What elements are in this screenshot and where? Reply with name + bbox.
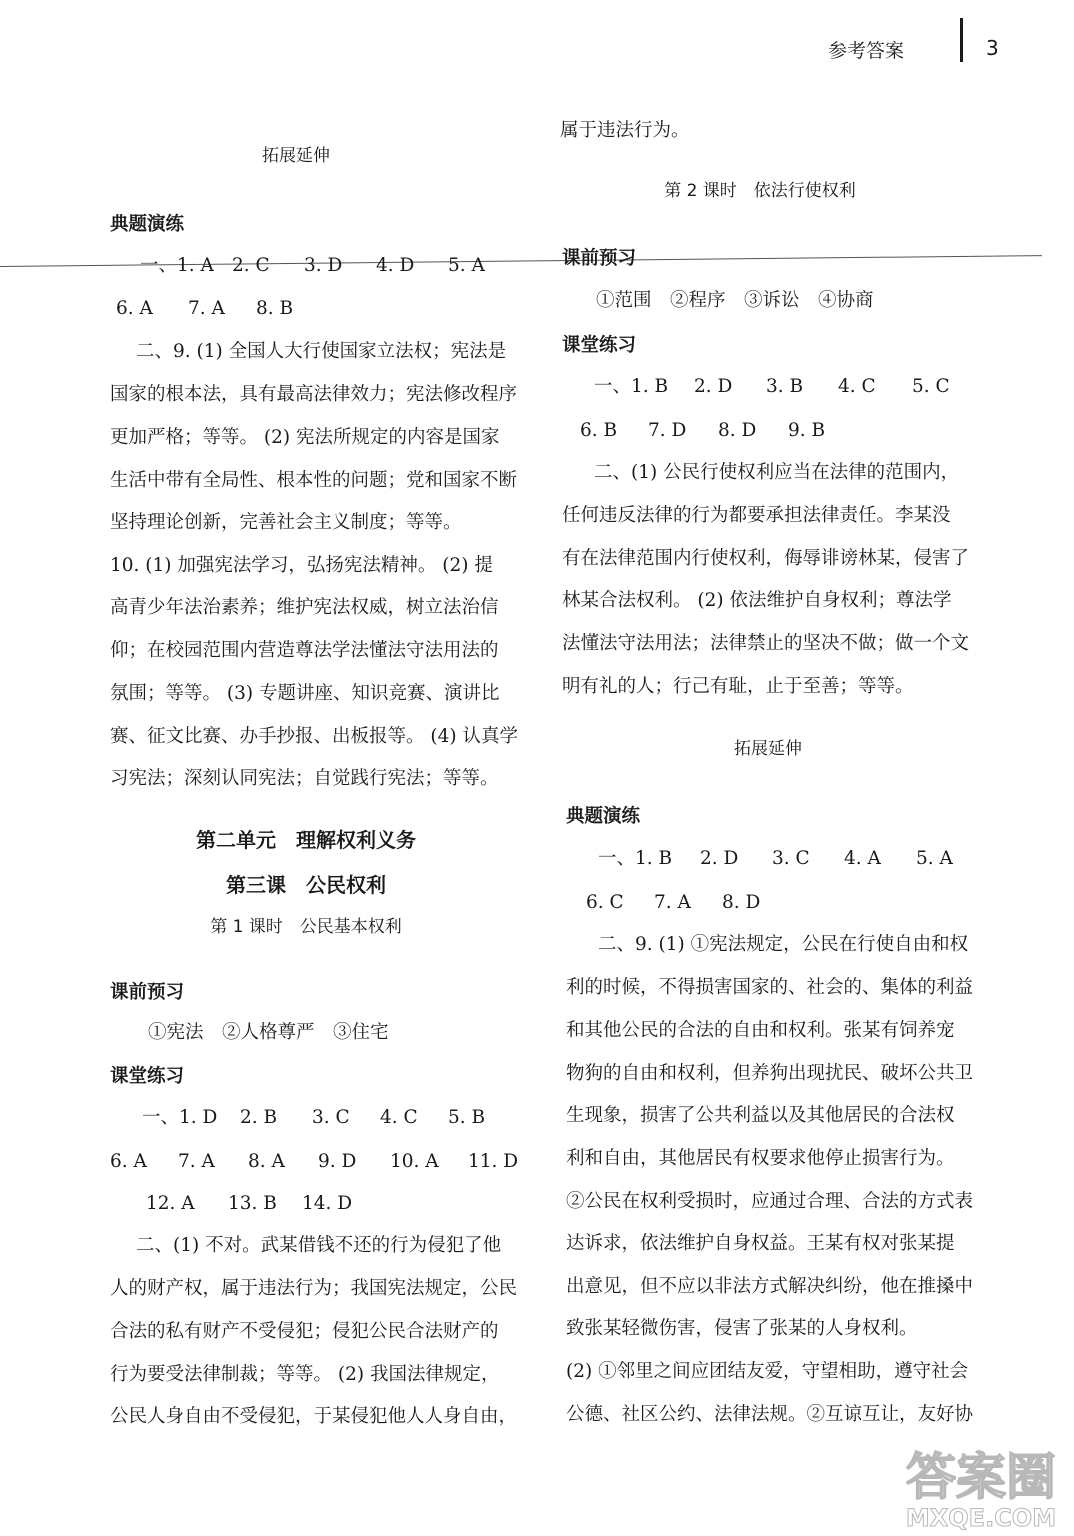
mc-answer: 14. D — [302, 1193, 353, 1214]
mc-answer: 9. B — [788, 420, 826, 441]
lesson-title: 第三课 公民权利 — [226, 873, 386, 897]
mc-answer: 4. C — [838, 376, 876, 397]
text-line: 利和自由，其他居民有权要求他停止损害行为。 — [566, 1148, 955, 1169]
text-line: 二、9. (1) ①宪法规定，公民在行使自由和权 — [598, 934, 969, 955]
text-line: 公德、社区公约、法律法规。②互谅互让，友好协 — [566, 1404, 974, 1425]
mc-answer: 11. D — [468, 1151, 519, 1172]
mc-answer: 13. B — [228, 1193, 277, 1214]
mc-answer: 6. C — [586, 892, 624, 913]
mc-answer: 10. A — [390, 1151, 439, 1172]
mc-answer: 4. D — [376, 255, 415, 276]
text-line: 生活中带有全局性、根本性的问题；党和国家不断 — [110, 470, 518, 491]
text-line: 法懂法守法用法；法律禁止的坚决不做；做一个文 — [562, 633, 970, 654]
mc-answer: 2. B — [240, 1107, 278, 1128]
text-line: 二、(1) 公民行使权利应当在法律的范围内， — [594, 462, 960, 483]
text-line: 习宪法；深刻认同宪法；自觉践行宪法；等等。 — [110, 768, 499, 789]
mc-answer: 4. A — [844, 848, 881, 869]
mc-answer: 6. B — [580, 420, 618, 441]
mc-answer: 8. B — [256, 298, 294, 319]
mc-answer: 9. D — [318, 1151, 357, 1172]
watermark-bottom-text: MXQE.COM — [905, 1504, 1057, 1532]
mc-answer: 2. D — [694, 376, 733, 397]
text-line: 合法的私有财产不受侵犯；侵犯公民合法财产的 — [110, 1321, 499, 1342]
mc-answer: 6. A — [116, 298, 153, 319]
text-line: 行为要受法律制裁；等等。 (2) 我国法律规定， — [110, 1364, 500, 1385]
mc-answer: 7. A — [654, 892, 691, 913]
mc-answer: 5. A — [916, 848, 953, 869]
section-label-preview: 课前预习 — [562, 248, 637, 269]
watermark-logo — [892, 1440, 1070, 1532]
text-line: 国家的根本法，具有最高法律效力；宪法修改程序 — [110, 384, 518, 405]
page-number: 3 — [986, 36, 999, 60]
text-line: ②公民在权利受损时，应通过合理、合法的方式表 — [566, 1191, 974, 1212]
text-line: 有在法律范围内行使权利，侮辱诽谤林某，侵害了 — [562, 548, 970, 569]
mc-answer: 一、1. D — [142, 1107, 218, 1128]
section-title-extension: 拓展延伸 — [262, 146, 330, 166]
text-line: 二、9. (1) 全国人大行使国家立法权；宪法是 — [136, 341, 507, 362]
text-line: 10. (1) 加强宪法学习，弘扬宪法精神。 (2) 提 — [110, 555, 493, 576]
period-title: 第 2 课时 依法行使权利 — [664, 181, 856, 201]
mc-answer: 4. C — [380, 1107, 418, 1128]
section-label-preview: 课前预习 — [110, 982, 185, 1003]
mc-answer: 一、1. A — [140, 255, 214, 276]
text-line: 林某合法权利。 (2) 依法维护自身权利；尊法学 — [562, 590, 952, 611]
text-line: 任何违反法律的行为都要承担法律责任。李某没 — [562, 505, 951, 526]
continued-text-line: 属于违法行为。 — [560, 120, 690, 141]
mc-answer: 3. D — [304, 255, 343, 276]
text-line: 仰；在校园范围内营造尊法学法懂法守法用法的 — [110, 640, 499, 661]
text-line: 达诉求，依法维护自身权益。王某有权对张某提 — [566, 1233, 955, 1254]
text-line: 出意见，但不应以非法方式解决纠纷，他在推搡中 — [566, 1276, 974, 1297]
text-line: 公民人身自由不受侵犯，于某侵犯他人人身自由， — [110, 1406, 518, 1427]
mc-answer: 3. C — [312, 1107, 350, 1128]
text-line: 更加严格；等等。 (2) 宪法所规定的内容是国家 — [110, 427, 500, 448]
header-divider — [960, 18, 963, 62]
mc-answer: 一、1. B — [598, 848, 673, 869]
text-line: 利的时候，不得损害国家的、社会的、集体的利益 — [566, 977, 974, 998]
text-line: 生现象，损害了公共利益以及其他居民的合法权 — [566, 1105, 955, 1126]
mc-answer: 7. A — [178, 1151, 215, 1172]
mc-answer: 12. A — [146, 1193, 195, 1214]
section-label-practice: 典题演练 — [110, 214, 185, 235]
watermark-top-text: 答案圈 — [906, 1448, 1056, 1506]
unit-title: 第二单元 理解权利义务 — [196, 828, 416, 852]
text-line: 赛、征文比赛、办手抄报、出板报等。 (4) 认真学 — [110, 726, 518, 747]
mc-answer: 8. D — [718, 420, 757, 441]
preview-answers: ①范围 ②程序 ③诉讼 ④协商 — [596, 290, 874, 311]
text-line: (2) ①邻里之间应团结友爱，守望相助，遵守社会 — [566, 1361, 969, 1382]
text-line: 高青少年法治素养；维护宪法权威，树立法治信 — [110, 597, 499, 618]
mc-answer: 2. D — [700, 848, 739, 869]
text-line: 致张某轻微伤害，侵害了张某的人身权利。 — [566, 1318, 918, 1339]
mc-answer: 5. A — [448, 255, 485, 276]
text-line: 明有礼的人；行己有耻，止于至善；等等。 — [562, 676, 914, 697]
text-line: 坚持理论创新，完善社会主义制度；等等。 — [110, 512, 462, 533]
text-line: 和其他公民的合法的自由和权利。张某有饲养宠 — [566, 1020, 955, 1041]
text-line: 人的财产权，属于违法行为；我国宪法规定，公民 — [110, 1278, 518, 1299]
text-line: 二、(1) 不对。武某借钱不还的行为侵犯了他 — [136, 1235, 502, 1256]
period-title: 第 1 课时 公民基本权利 — [210, 917, 402, 937]
mc-answer: 8. A — [248, 1151, 285, 1172]
mc-answer: 2. C — [232, 255, 270, 276]
mc-answer: 5. B — [448, 1107, 486, 1128]
section-label-classwork: 课堂练习 — [110, 1066, 185, 1087]
mc-answer: 8. D — [722, 892, 761, 913]
mc-answer: 一、1. B — [594, 376, 669, 397]
mc-answer: 5. C — [912, 376, 950, 397]
section-title-extension: 拓展延伸 — [734, 739, 802, 759]
text-line: 氛围；等等。 (3) 专题讲座、知识竞赛、演讲比 — [110, 683, 500, 704]
mc-answer: 7. D — [648, 420, 687, 441]
preview-answers: ①宪法 ②人格尊严 ③住宅 — [148, 1022, 389, 1043]
section-label-classwork: 课堂练习 — [562, 335, 637, 356]
text-line: 物狗的自由和权利，但养狗出现扰民、破坏公共卫 — [566, 1063, 974, 1084]
running-header: 参考答案 — [828, 40, 905, 62]
mc-answer: 3. C — [772, 848, 810, 869]
mc-answer: 6. A — [110, 1151, 147, 1172]
mc-answer: 3. B — [766, 376, 804, 397]
mc-answer: 7. A — [188, 298, 225, 319]
section-label-practice: 典题演练 — [566, 806, 641, 827]
